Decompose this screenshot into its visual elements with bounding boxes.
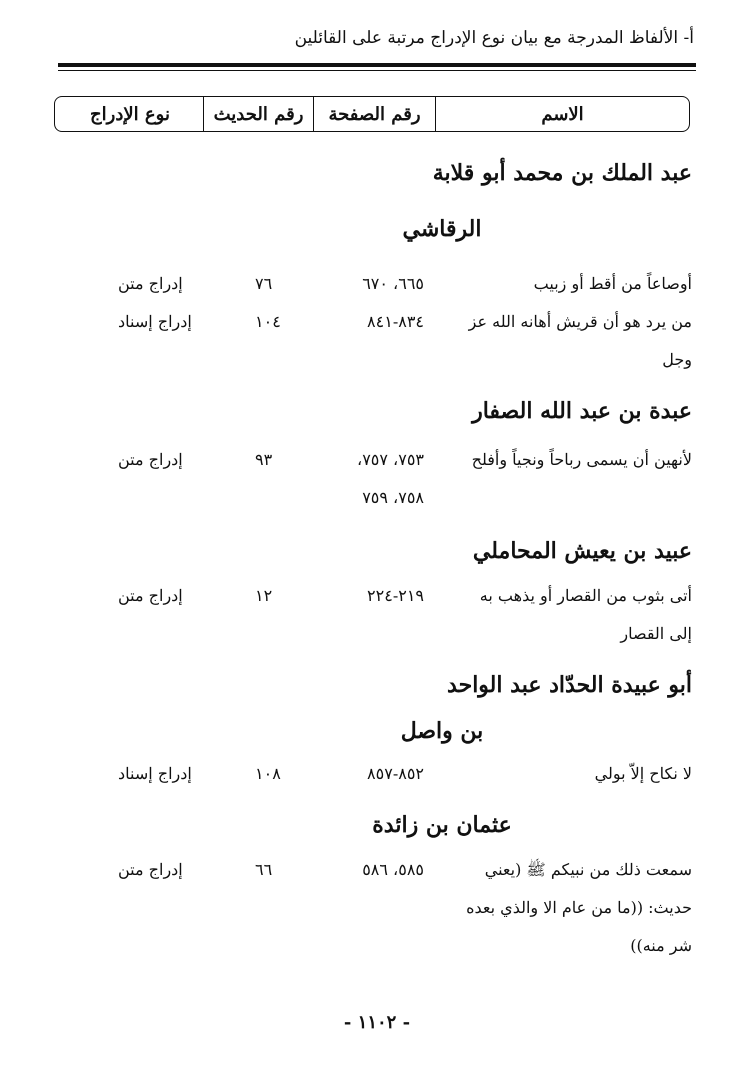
entry-pages: ٧٥٣، ٧٥٧، — [357, 450, 424, 469]
narrator-heading: عبيد بن يعيش المحاملي — [472, 538, 692, 564]
page-number: - ١١٠٢ - — [343, 1012, 411, 1033]
column-header-page: رقم الصفحة — [313, 97, 435, 131]
narrator-heading-cont: بن واصل — [400, 718, 484, 744]
entry-pages: ٢١٩-٢٢٤ — [367, 586, 424, 605]
narrator-heading: أبو عبيدة الحدّاد عبد الواحد — [447, 672, 692, 698]
narrator-heading: عبد الملك بن محمد أبو قلابة — [432, 160, 692, 186]
entry-hadith-number: ٩٣ — [255, 450, 273, 469]
entry-text: سمعت ذلك من نبيكم ﷺ (يعني — [484, 860, 692, 879]
entry-text-cont: شر منه)) — [630, 936, 692, 955]
entry-text: لا نكاح إلاّ بولي — [594, 764, 692, 783]
column-header-insertion-type: نوع الإدراج — [90, 103, 170, 125]
narrator-heading-cont: الرقاشي — [402, 216, 482, 242]
narrator-heading: عثمان بن زائدة — [372, 812, 512, 838]
entry-text: لأنهين أن يسمى رباحاً ونجياً وأفلح — [471, 450, 692, 469]
entry-text-cont: وجل — [662, 350, 692, 369]
entry-hadith-number: ١٠٤ — [255, 312, 281, 331]
entry-insertion-type: إدراج إسناد — [118, 312, 192, 331]
narrator-heading: عبدة بن عبد الله الصفار — [472, 398, 692, 424]
entry-text-cont: حديث: ((ما من عام الا والذي بعده — [466, 898, 692, 917]
entry-insertion-type: إدراج إسناد — [118, 764, 192, 783]
entry-text: أتى بثوب من القصار أو يذهب به — [479, 586, 692, 605]
column-header-bar — [54, 96, 690, 132]
entry-hadith-number: ٦٦ — [255, 860, 273, 879]
entry-pages: ٥٨٥، ٥٨٦ — [362, 860, 424, 879]
entry-insertion-type: إدراج متن — [118, 860, 183, 879]
entry-hadith-number: ١٠٨ — [255, 764, 281, 783]
entry-hadith-number: ٧٦ — [255, 274, 273, 293]
entry-hadith-number: ١٢ — [255, 586, 273, 605]
entry-insertion-type: إدراج متن — [118, 450, 183, 469]
header-rule — [58, 63, 696, 67]
column-header-hadith-number: رقم الحديث — [203, 97, 313, 131]
running-header: أ- الألفاظ المدرجة مع بيان نوع الإدراج مرتبة على القائلين — [294, 28, 694, 48]
entry-insertion-type: إدراج متن — [118, 586, 183, 605]
entry-pages: ٦٦٥، ٦٧٠ — [362, 274, 424, 293]
entry-pages-cont: ٧٥٨، ٧٥٩ — [362, 488, 424, 507]
entry-pages: ٨٥٢-٨٥٧ — [367, 764, 424, 783]
entry-insertion-type: إدراج متن — [118, 274, 183, 293]
column-header-name: الاسم — [435, 97, 689, 131]
entry-text-cont: إلى القصار — [620, 624, 692, 643]
header-rule-thin — [58, 70, 696, 71]
entry-text: أوصاعاً من أقط أو زبيب — [533, 274, 692, 293]
entry-pages: ٨٣٤-٨٤١ — [367, 312, 424, 331]
entry-text: من يرد هو أن قريش أهانه الله عز — [468, 312, 692, 331]
